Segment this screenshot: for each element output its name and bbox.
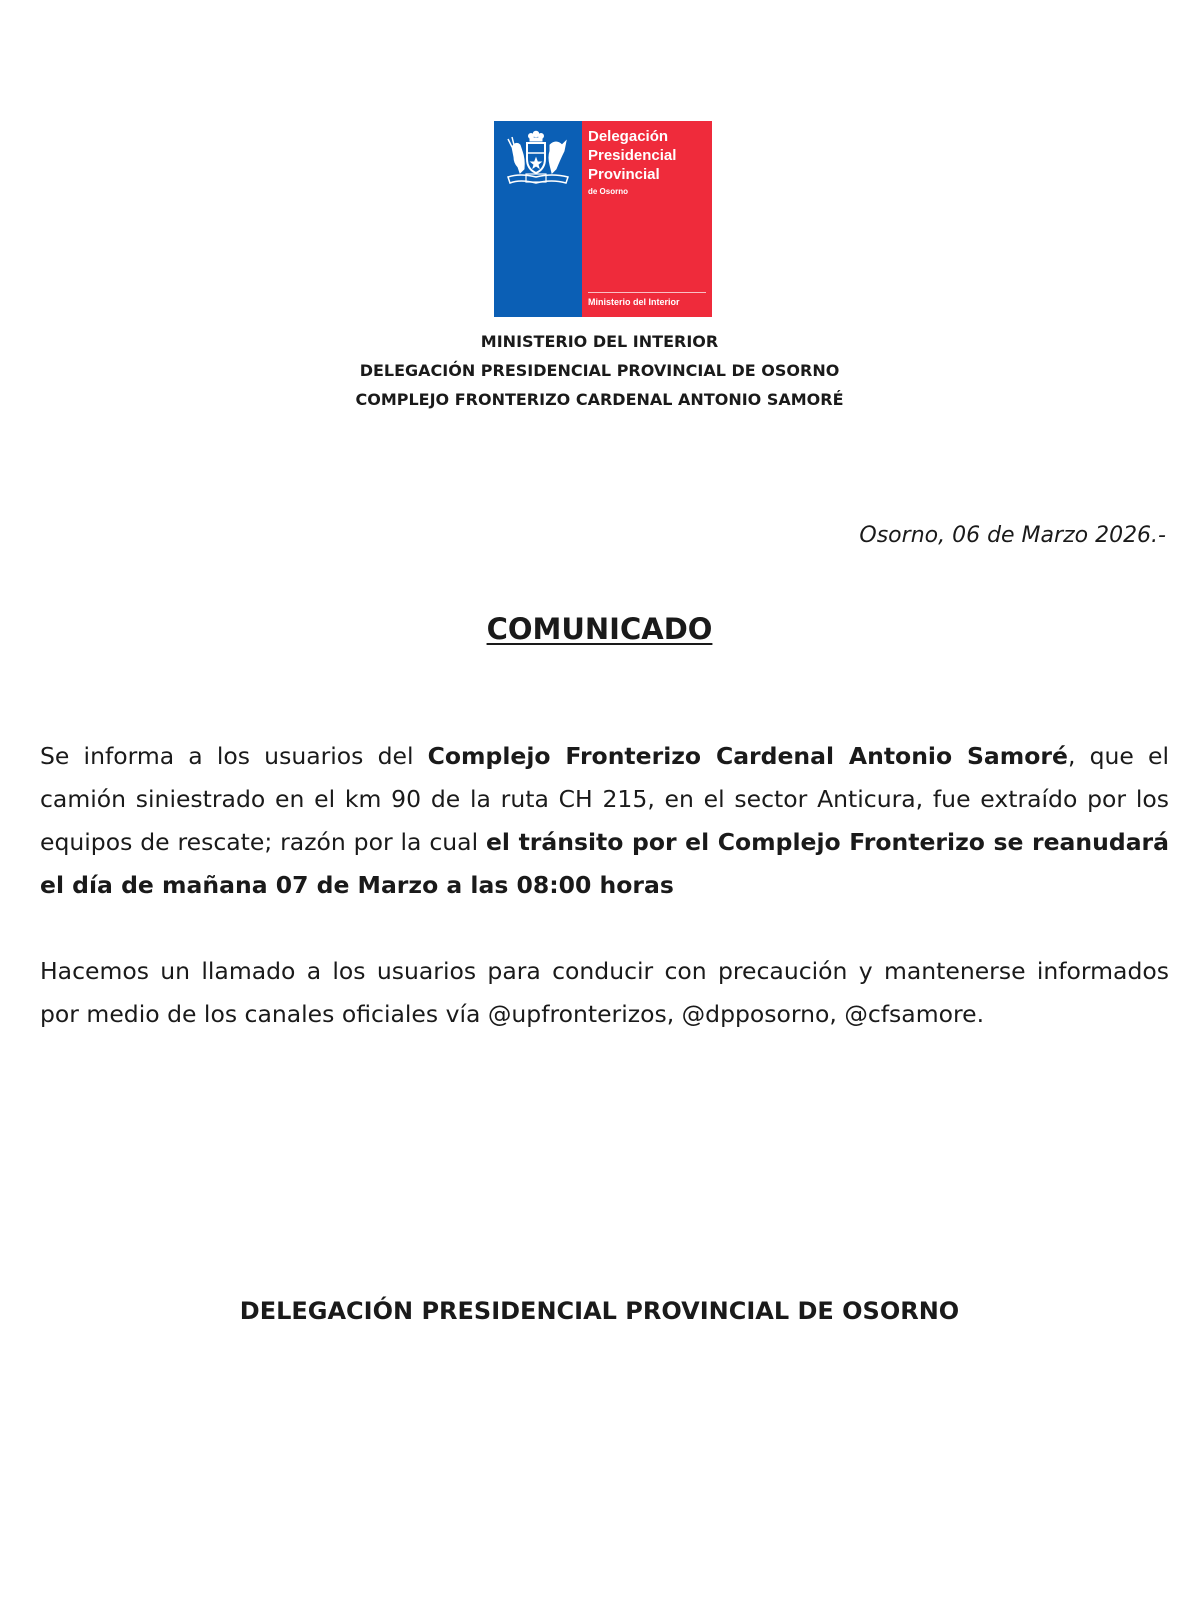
document-date: Osorno, 06 de Marzo 2026.- bbox=[859, 523, 1166, 548]
letterhead-line-ministerio: MINISTERIO DEL INTERIOR bbox=[480, 332, 719, 351]
coat-of-arms-icon bbox=[500, 129, 576, 187]
letterhead bbox=[0, 327, 1199, 414]
document-title-wrapper bbox=[0, 612, 1199, 646]
logo-text-presidencial: Presidencial bbox=[588, 147, 677, 164]
logo-red-panel bbox=[582, 121, 712, 317]
paragraph1-text-a: Se informa a los usuarios del bbox=[40, 742, 428, 770]
logo-blue-panel bbox=[494, 121, 582, 317]
logo-divider bbox=[588, 292, 706, 293]
logo-text-delegacion: Delegación bbox=[588, 128, 669, 145]
paragraph1-bold-complejo: Complejo Fronterizo Cardenal Antonio Samoré bbox=[427, 742, 1068, 770]
paragraph-call-to-action: Hacemos un llamado a los usuarios para conducir con precaución y mantenerse informados por medio de los canales oficiales vía @upfronterizos, @dpposorno, @cfsamore. bbox=[40, 957, 1169, 1028]
letterhead-line-complejo: COMPLEJO FRONTERIZO CARDENAL ANTONIO SAMORÉ bbox=[355, 390, 844, 409]
paragraph-announcement bbox=[40, 735, 1169, 907]
document-title: COMUNICADO bbox=[486, 612, 713, 646]
logo-text-ministerio: Ministerio del Interior bbox=[588, 297, 680, 307]
logo-text-provincial: Provincial bbox=[588, 166, 660, 183]
paragraph1-bold-transito: el tránsito por el Complejo Fronterizo se reanudará el día de mañana 07 de Marzo a las 08:00 horas bbox=[40, 828, 1169, 899]
letterhead-line-delegacion: DELEGACIÓN PRESIDENCIAL PROVINCIAL DE OSORNO bbox=[359, 361, 840, 380]
signature: DELEGACIÓN PRESIDENCIAL PROVINCIAL DE OSORNO bbox=[239, 1297, 960, 1325]
delegacion-logo bbox=[494, 121, 712, 317]
logo-text-osorno: de Osorno bbox=[588, 187, 629, 196]
paragraph1-text-b: , que el camión siniestrado en el km 90 de la ruta CH 215, en el sector Anticura, fue extraído por los equipos de rescate; razón por la cual bbox=[40, 742, 1169, 856]
